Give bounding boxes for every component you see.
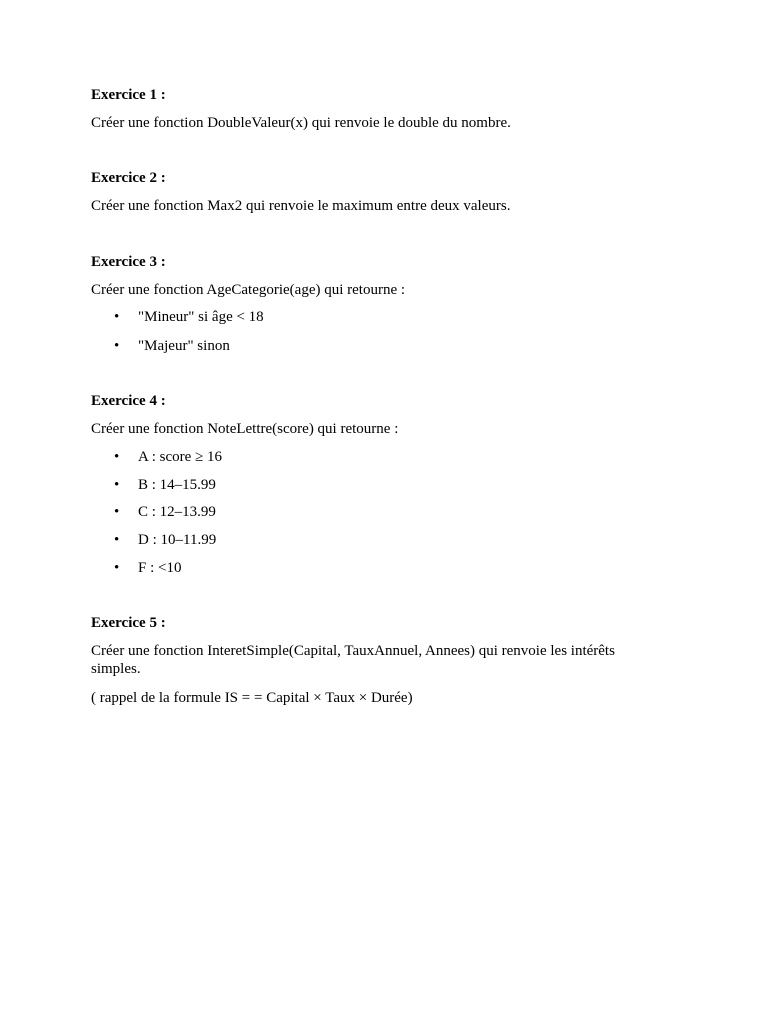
exercise-3-title: Exercice 3 : (91, 254, 166, 270)
exercise-4-list-item (114, 531, 216, 549)
bullet-icon: • (114, 560, 120, 576)
exercise-4-item-1: A : score ≥ 16 (138, 449, 223, 465)
exercise-3-item-1: "Mineur" si âge < 18 (138, 309, 264, 325)
bullet-icon: • (114, 449, 120, 465)
exercise-3-list-item (114, 337, 230, 355)
bullet-icon: • (114, 532, 120, 548)
exercise-5-title: Exercice 5 : (91, 615, 166, 631)
exercise-4-item-2: B : 14–15.99 (138, 477, 216, 493)
exercise-4-item-5: F : <10 (138, 560, 182, 576)
exercise-3-list-item (114, 308, 264, 326)
bullet-icon: • (114, 338, 120, 354)
exercise-4-text: Créer une fonction NoteLettre(score) qui retourne : (91, 421, 399, 437)
exercise-5-text: Créer une fonction InteretSimple(Capital, TauxAnnuel, Annees) qui renvoie les intérêts simples. (91, 643, 615, 677)
exercise-2-text: Créer une fonction Max2 qui renvoie le maximum entre deux valeurs. (91, 198, 511, 214)
exercise-3-item-2: "Majeur" sinon (138, 338, 230, 354)
exercise-1-text: Créer une fonction DoubleValeur(x) qui renvoie le double du nombre. (91, 115, 511, 131)
bullet-icon: • (114, 504, 120, 520)
exercise-4-list-item (114, 559, 181, 577)
exercise-5-note: ( rappel de la formule IS = = Capital × Taux × Durée) (91, 690, 413, 706)
exercise-4-list-item (114, 448, 222, 466)
exercise-4-title: Exercice 4 : (91, 393, 166, 409)
exercise-4-list-item (114, 503, 216, 521)
exercise-4-list-item (114, 476, 216, 494)
exercise-2-title: Exercice 2 : (91, 170, 166, 186)
bullet-icon: • (114, 309, 120, 325)
bullet-icon: • (114, 477, 120, 493)
exercise-3-text: Créer une fonction AgeCategorie(age) qui retourne : (91, 282, 406, 298)
exercise-4-item-3: C : 12–13.99 (138, 504, 216, 520)
exercise-1-title: Exercice 1 : (91, 87, 166, 103)
exercise-4-item-4: D : 10–11.99 (138, 532, 217, 548)
